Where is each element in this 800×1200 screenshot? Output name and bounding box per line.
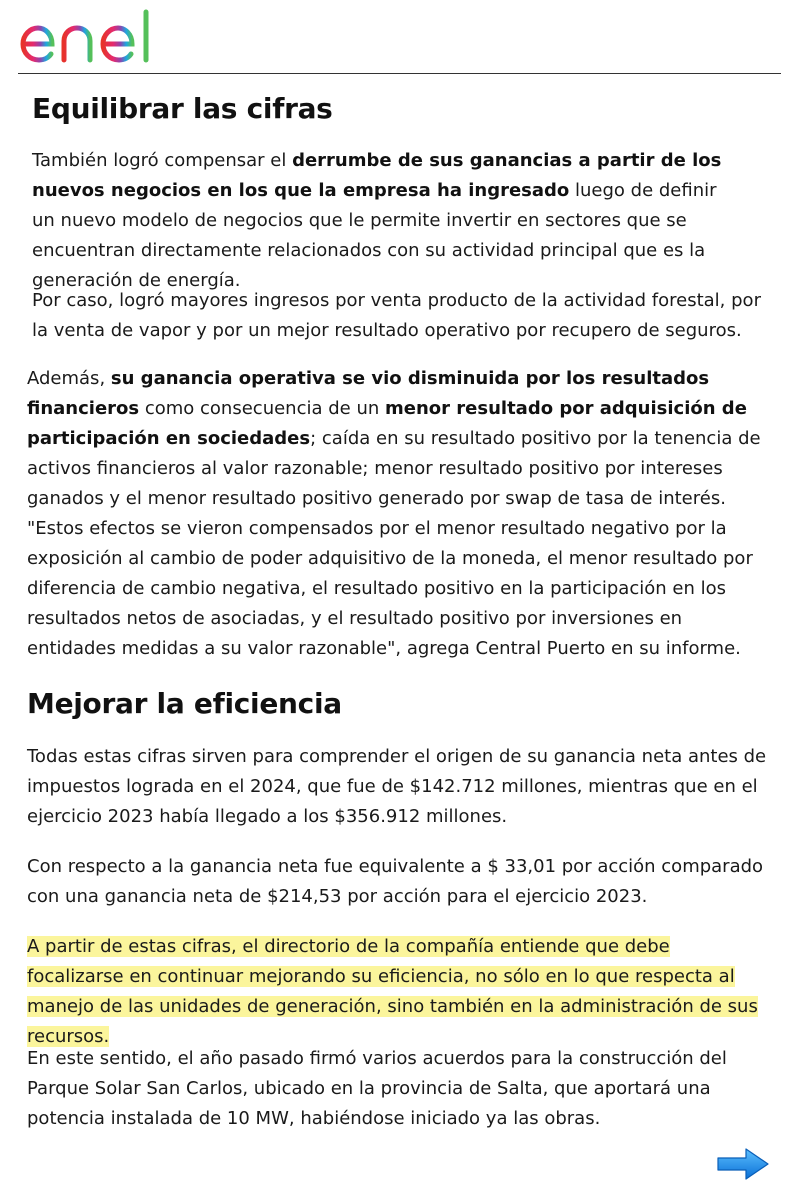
paragraph-por-caso: Por caso, logró mayores ingresos por venta producto de la actividad forestal, por la venta de vapor y por un mejor resultado operativo por recupero de seguros. bbox=[32, 290, 761, 341]
paragraph-cifras: Todas estas cifras sirven para comprender el origen de su ganancia neta antes de impuestos lograda en el 2024, que fue de $142.712 millones, mientras que en el ejercicio 2023 había llegado a los $356.912 millones. bbox=[27, 746, 767, 827]
paragraph-text: Además, bbox=[27, 368, 111, 389]
enel-logo bbox=[18, 8, 178, 68]
paragraph-san-carlos: En este sentido, el año pasado firmó varios acuerdos para la construcción del Parque Solar San Carlos, ubicado en la provincia de Salta, que aportará una potencia instalada de 10 MW, habiéndose iniciado ya las obras. bbox=[27, 1048, 727, 1129]
paragraph-text: ; caída en su resultado positivo por la tenencia de activos financieros al valor razonable; menor resultado positivo por intereses ganados y el menor resultado positivo generado por swap de tasa de interés. "Estos efectos se vieron compensados por el menor resultado negativo por la exposición al cambio de poder adquisitivo de la moneda, el menor resultado por diferencia de cambio negativa, el resultado positivo en la participación en los resultados netos de asociadas, y el resultado positivo por inversiones en entidades medidas a su valor razonable", agrega Central Puerto en su informe. bbox=[27, 428, 761, 659]
paragraph-bold: su ganancia operativa se vio disminuida por los resultados financieros bbox=[27, 368, 710, 419]
header-divider bbox=[18, 73, 781, 74]
paragraph-text: como consecuencia de un bbox=[139, 398, 385, 419]
section-heading-mejorar: Mejorar la eficiencia bbox=[27, 687, 342, 720]
paragraph-bold: menor resultado por adquisición de participación en sociedades bbox=[27, 398, 747, 449]
paragraph-highlighted bbox=[27, 932, 772, 1052]
arrow-right-icon[interactable] bbox=[716, 1146, 770, 1182]
paragraph-bold: derrumbe de sus ganancias a partir de los nuevos negocios en los que la empresa ha ingresado bbox=[32, 150, 722, 201]
paragraph-text: También logró compensar el bbox=[32, 150, 293, 171]
highlighted-text: A partir de estas cifras, el directorio de la compañía entiende que debe focalizarse en continuar mejorando su eficiencia, no sólo en lo que respecta al manejo de las unidades de generación, sino también en la administración de sus recursos. bbox=[27, 936, 758, 1047]
paragraph-ademas bbox=[27, 364, 772, 664]
paragraph-ganancia-neta: Con respecto a la ganancia neta fue equivalente a $ 33,01 por acción comparado con una ganancia neta de $214,53 por acción para el ejercicio 2023. bbox=[27, 856, 764, 907]
paragraph-compensar bbox=[32, 146, 732, 296]
paragraph-text: luego de definir un nuevo modelo de negocios que le permite invertir en sectores que se encuentran directamente relacionados con su actividad principal que es la generación de energía. bbox=[32, 180, 717, 291]
section-heading-equilibrar: Equilibrar las cifras bbox=[32, 92, 333, 125]
